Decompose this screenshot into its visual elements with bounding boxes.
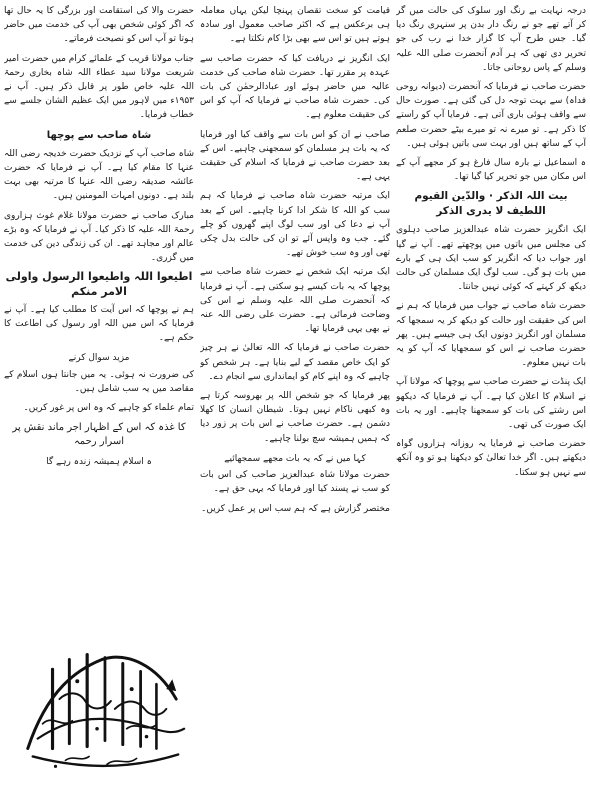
calligraphy-drawing — [8, 629, 196, 779]
paragraph: ایک پنڈت نے حضرت صاحب سے پوچھا کہ مولانا آپ نے اسلام کا اعلان کیا ہے۔ آپ نے فرمایا کہ دیکھو اس رشتے کی بات کو سمجھنا چاہیے۔ اور یہ بات ایک صورت کی تھی۔ — [396, 377, 586, 431]
quranic-verse: اطیعوا اللہ واطیعوا الرسول واولی الامر منکم — [5, 270, 193, 298]
paragraph: تمام علماء کو چاہیے کہ وہ اس پر غور کریں۔ — [23, 403, 194, 414]
paragraph: درجہ نہایت بے رنگ اور سلوک کی حالت میں گر کر آتے تھے جو نے رنگ دار بدن پر سنہری رنگ دیا گیا۔ جس طرح آپ کا گزار خدا نے رب کی جو تحریر دی تھی کہ ہر آدم آنحضرت صلی اللہ علیہ وسلم کے پاس روحانی جاتا۔ — [396, 6, 586, 73]
closing-line: ہ اسلام ہمیشہ زندہ رہے گا — [46, 456, 152, 467]
paragraph: قیامت کو سخت تقصان پہنچا لیکن یہاں معاملہ ہی برعکس ہے کہ اکثر صاحب معمول اور سادہ ہوتے ہیں تو اس سے بھی بڑا کام نکلتا ہے۔ — [200, 6, 390, 45]
paragraph: مبارک صاحب نے حضرت مولانا غلام غوث ہزاروی رحمۃ اللہ علیہ کا ذکر کیا۔ آپ نے فرمایا کہ وہ بڑے عالم اور مجاہد تھے۔ ان کی زندگی دین کی خدمت میں گزری۔ — [4, 210, 194, 264]
paragraph: ایک انگریز حضرت شاہ عبدالعزیز صاحب دہلوی کی مجلس میں باتوں میں پوچھتے تھے۔ آپ نے گیا اور جواب دیا کہ انگریز کو سب ایک ہی کے بارے میں بات ہو گی۔ سب لوگ ایک مسلمان کی حالت دیکھ کر کہتے کہ کوئی نہیں جانتا۔ — [396, 225, 586, 293]
paragraph: حضرت مولانا شاہ عبدالعزیز صاحب کی اس بات کو سب نے پسند کیا اور فرمایا کہ یہی حق ہے۔ — [200, 470, 390, 495]
paragraph: حضرت صاحب نے فرمایا کہ آنحضرت (دیوانہ روحی فداہ) سے بہت توجہ دل کی گئی ہے۔ صورت حال سے واقف ہوئی باری آتی ہے۔ فرمایا آپ کو راستے کا ذکر ہے۔ تو میرے نہ تو میرے بیٹے حضرت صلعم آپ کے ساتھ ہیں اور بہت سی باتیں ہوئی ہیں۔ — [396, 82, 586, 149]
text-column-middle — [200, 4, 390, 783]
section-heading: شاہ صاحب سے پوچھا — [46, 129, 152, 141]
paragraph: ایک مرتبہ حضرت شاہ صاحب نے فرمایا کہ ہم سب کو اللہ کا شکر ادا کرنا چاہیے۔ اس کے بعد آپ نے دعا کی اور سب لوگ اپنے گھروں کو چلے گئے۔ جب وہ واپس آئے تو ان کی حالت بدل چکی تھی اور وہ سب خوش تھے۔ — [200, 191, 390, 259]
arabic-calligraphy-emblem — [8, 629, 196, 779]
quoted-line: کہا میں نے کہ یہ بات مجھے سمجھائیے — [224, 453, 366, 464]
paragraph: کی ضرورت نہ ہوئی۔ یہ میں جانتا ہوں اسلام کے مقاصد میں یہ سب شامل ہیں۔ — [4, 369, 194, 394]
text-column-right — [396, 4, 586, 783]
note-line: مزید سوال کرنے — [68, 353, 130, 364]
paragraph: ہ اسماعیل نے بارہ سال فارغ ہو کر مجھے آپ کے اس مکان میں جو تحریر کیا گیا تھا۔ — [396, 158, 586, 183]
paragraph: حضرت صاحب نے فرمایا کہ اللہ تعالیٰ نے ہر چیز کو ایک خاص مقصد کے لیے بنایا ہے۔ ہر شخص کو چاہیے کہ وہ اپنے کام کو ایمانداری سے انجام دے۔ — [200, 343, 390, 382]
paragraph: جناب مولانا قریب کے علمائے کرام میں حضرت امیر شریعت مولانا سید عطاء اللہ شاہ بخاری رحمۃ اللہ علیہ خاص طور پر قابل ذکر ہیں۔ آپ نے ۱۹۵۳ء میں لاہور میں ایک عظیم الشان جلسے سے خطاب فرمایا۔ — [4, 53, 194, 121]
paragraph: ہم نے پوچھا کہ اس آیت کا مطلب کیا ہے۔ آپ نے فرمایا کہ اس میں اللہ اور رسول کی اطاعت کا حکم ہے۔ — [4, 304, 194, 344]
paragraph: حضرت صاحب نے فرمایا یہ روزانہ ہزاروں گواہ دیکھتے ہیں۔ اگر خدا تعالیٰ کو دیکھنا ہو تو وہ آنکھ سے نہیں ہو سکتا۔ — [396, 439, 586, 478]
paragraph: حضرت شاہ صاحب نے جواب میں فرمایا کہ ہم نے اس کی حقیقت اور حالت کو دیکھ کر یہ سمجھا کہ مسلمان اور انگریز دونوں ایک ہی جیسے ہیں۔ پھر حضرت صاحب نے اس کو سمجھایا کہ آپ کو یہ بات نہیں معلوم۔ — [396, 301, 586, 369]
paragraph: ایک انگریز نے دریافت کیا کہ حضرت صاحب سے عہدہ پر مقرر تھا۔ حضرت شاہ صاحب کی خدمت عالیہ میں حاضر ہوئے اور عبادالرحمٰن کی بات کی۔ حضرت شاہ صاحب نے فرمایا کہ آپ کو اس کی حقیقت معلوم ہے۔ — [200, 53, 390, 121]
signature-line: کا غذہ کہ اس کے اظہار اجر ماند نقش پر اسرار رحمہ — [12, 422, 186, 448]
paragraph: مختصر گزارش ہے کہ ہم سب اس پر عمل کریں۔ — [201, 503, 390, 514]
paragraph: ایک مرتبہ ایک شخص نے حضرت شاہ صاحب سے پوچھا کہ یہ بات کیسے ہو سکتی ہے۔ آپ نے فرمایا کہ آنحضرت صلی اللہ علیہ وسلم نے اس کی وضاحت فرمائی ہے۔ حضرت علی رضی اللہ عنہ نے بھی یہی فرمایا تھا۔ — [200, 267, 390, 335]
emphasized-phrase: بیت اللہ الذکر · والدّین القیوم اللطیف لا یدری الذکر — [414, 190, 568, 218]
paragraph: صاحب نے ان کو اس بات سے واقف کیا اور فرمایا کہ یہ بات ہر مسلمان کو سمجھنی چاہیے۔ اس کے بعد حضرت صاحب نے فرمایا کہ اسلام کی حقیقت یہی ہے۔ — [200, 129, 390, 183]
paragraph: حضرت والا کی استقامت اور بزرگی کا یہ حال تھا کہ اگر کوئی شخص بھی آپ کی خدمت میں حاضر ہوتا تو آپ اس کو نصیحت فرماتے۔ — [4, 6, 194, 45]
paragraph: شاہ صاحب آپ کے نزدیک حضرت خدیجہ رضی اللہ عنہا کا مقام کیا ہے۔ آپ نے فرمایا کہ حضرت عائشہ صدیقہ رضی اللہ عنہا کا مرتبہ بھی بہت بلند ہے۔ دونوں امہات المومنین ہیں۔ — [4, 148, 194, 202]
paragraph: پھر فرمایا کہ جو شخص اللہ پر بھروسہ کرتا ہے وہ کبھی ناکام نہیں ہوتا۔ شیطان انسان کا کھلا دشمن ہے۔ حضرت صاحب نے اس بات پر زور دیا کہ ہمیں ہمیشہ سچ بولنا چاہیے۔ — [200, 391, 390, 444]
